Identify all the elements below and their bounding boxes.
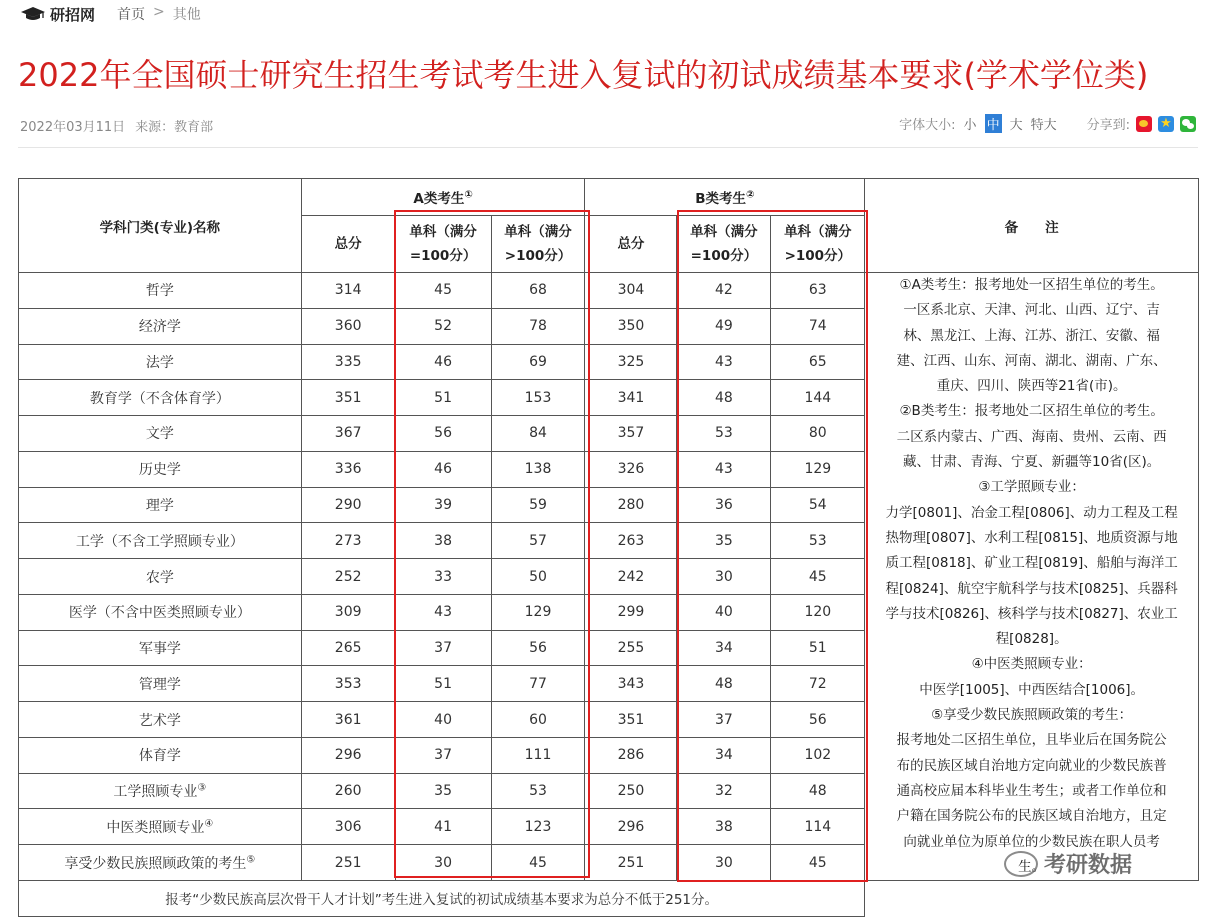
font-size-switcher xyxy=(899,114,1056,133)
score-b-total: 263 xyxy=(585,523,677,559)
remark-line: ③工学照顾专业： xyxy=(978,479,1085,496)
score-b-single-gt: 74 xyxy=(771,308,865,344)
score-b-total: 325 xyxy=(585,344,677,380)
subject-name: 历史学 xyxy=(19,451,302,487)
article-source: 来源：教育部 xyxy=(135,120,214,135)
score-a-single-gt: 60 xyxy=(491,702,585,738)
publish-date: 2022年03月11日 xyxy=(20,120,126,135)
score-a-total: 314 xyxy=(301,273,395,309)
subject-name: 农学 xyxy=(19,559,302,595)
score-b-single-eq: 36 xyxy=(677,487,771,523)
table-row xyxy=(19,273,1199,309)
score-a-single-eq: 46 xyxy=(395,451,491,487)
breadcrumb xyxy=(117,4,201,24)
score-b-single-gt: 51 xyxy=(771,630,865,666)
score-b-single-gt: 72 xyxy=(771,666,865,702)
subject-name: 法学 xyxy=(19,344,302,380)
score-b-single-eq: 35 xyxy=(677,523,771,559)
score-b-single-gt: 45 xyxy=(771,559,865,595)
score-a-single-gt: 77 xyxy=(491,666,585,702)
score-b-total: 242 xyxy=(585,559,677,595)
graduation-cap-icon xyxy=(20,6,46,22)
remark-line: 林、黑龙江、上海、江苏、浙江、安徽、福 xyxy=(903,327,1160,344)
score-a-single-eq: 43 xyxy=(395,594,491,630)
score-a-total: 251 xyxy=(301,845,395,881)
score-b-single-eq: 42 xyxy=(677,273,771,309)
subject-name: 享受少数民族照顾政策的考生⑤ xyxy=(19,845,302,881)
score-a-total: 336 xyxy=(301,451,395,487)
score-b-total: 341 xyxy=(585,380,677,416)
remark-line: 质工程[0818]、矿业工程[0819]、船舶与海洋工 xyxy=(885,555,1178,572)
score-a-single-eq: 38 xyxy=(395,523,491,559)
score-b-single-gt: 144 xyxy=(771,380,865,416)
wechat-icon[interactable] xyxy=(1180,116,1196,132)
subject-name: 艺术学 xyxy=(19,702,302,738)
score-b-single-gt: 65 xyxy=(771,344,865,380)
remark-line: 热物理[0807]、水利工程[0815]、地质资源与地 xyxy=(885,529,1178,546)
subject-name: 哲学 xyxy=(19,273,302,309)
font-size-medium[interactable]: 中 xyxy=(985,114,1002,133)
score-a-single-gt: 68 xyxy=(491,273,585,309)
header-b-single-gt: 单科（满分 >100分） xyxy=(771,216,865,273)
remark-line: 布的民族区域自治地方定向就业的少数民族普 xyxy=(896,757,1167,774)
score-a-total: 265 xyxy=(301,630,395,666)
header-b-single-eq: 单科（满分 =100分） xyxy=(677,216,771,273)
remark-line: 户籍在国务院公布的民族区域自治地方，且定 xyxy=(896,808,1167,825)
score-a-total: 361 xyxy=(301,702,395,738)
score-a-total: 360 xyxy=(301,308,395,344)
score-b-single-eq: 34 xyxy=(677,630,771,666)
page-title: 2022年全国硕士研究生招生考试考生进入复试的初试成绩基本要求(学术学位类) xyxy=(18,56,1149,94)
score-b-single-gt: 114 xyxy=(771,809,865,845)
score-b-single-eq: 40 xyxy=(677,594,771,630)
header-remark: 备 注 xyxy=(865,179,1199,273)
score-a-single-gt: 57 xyxy=(491,523,585,559)
breadcrumb-current[interactable]: 其他 xyxy=(172,7,201,23)
score-a-single-gt: 84 xyxy=(491,416,585,452)
subject-name: 工学（不含工学照顾专业） xyxy=(19,523,302,559)
score-b-total: 250 xyxy=(585,773,677,809)
score-b-single-gt: 54 xyxy=(771,487,865,523)
score-a-single-gt: 59 xyxy=(491,487,585,523)
score-a-single-eq: 40 xyxy=(395,702,491,738)
font-size-label: 字体大小: xyxy=(899,118,956,133)
score-a-single-eq: 33 xyxy=(395,559,491,595)
score-a-single-eq: 37 xyxy=(395,737,491,773)
article-tools xyxy=(899,114,1196,133)
remark-line: 学与技术[0826]、核科学与技术[0827]、农业工 xyxy=(885,605,1178,622)
score-b-total: 304 xyxy=(585,273,677,309)
remark-line: 力学[0801]、冶金工程[0806]、动力工程及工程 xyxy=(885,504,1178,521)
remark-line: 藏、甘肃、青海、宁夏、新疆等10省(区)。 xyxy=(903,454,1161,471)
score-b-single-eq: 48 xyxy=(677,380,771,416)
score-a-single-gt: 56 xyxy=(491,630,585,666)
remark-line: 中医学[1005]、中西医结合[1006]。 xyxy=(919,681,1145,698)
score-b-total: 350 xyxy=(585,308,677,344)
score-b-single-eq: 37 xyxy=(677,702,771,738)
score-table-body xyxy=(19,273,1199,881)
score-a-single-eq: 45 xyxy=(395,273,491,309)
remarks-cell xyxy=(865,273,1199,881)
score-a-single-eq: 56 xyxy=(395,416,491,452)
remark-line: ①A类考生：报考地处一区招生单位的考生。 xyxy=(899,277,1164,293)
remark-line: 一区系北京、天津、河北、山西、辽宁、吉 xyxy=(903,302,1160,319)
qzone-icon[interactable]: ★ xyxy=(1158,116,1174,132)
score-b-total: 255 xyxy=(585,630,677,666)
score-a-single-eq: 35 xyxy=(395,773,491,809)
remark-line: 二区系内蒙古、广西、海南、贵州、云南、西 xyxy=(896,428,1167,445)
score-b-total: 326 xyxy=(585,451,677,487)
score-a-single-eq: 51 xyxy=(395,380,491,416)
font-size-xlarge[interactable]: 特大 xyxy=(1030,118,1057,133)
share-bar xyxy=(1087,114,1196,133)
score-a-total: 309 xyxy=(301,594,395,630)
score-b-single-gt: 80 xyxy=(771,416,865,452)
subject-name: 教育学（不含体育学） xyxy=(19,380,302,416)
score-b-single-eq: 30 xyxy=(677,845,771,881)
header-group-b: B类考生② xyxy=(585,179,865,216)
subject-name: 经济学 xyxy=(19,308,302,344)
score-b-total: 357 xyxy=(585,416,677,452)
share-label: 分享到: xyxy=(1086,118,1130,133)
header-a-single-eq: 单科（满分 =100分） xyxy=(395,216,491,273)
subject-name: 中医类照顾专业④ xyxy=(19,809,302,845)
subject-name: 文学 xyxy=(19,416,302,452)
score-a-total: 252 xyxy=(301,559,395,595)
score-b-single-eq: 43 xyxy=(677,451,771,487)
score-a-single-gt: 129 xyxy=(491,594,585,630)
score-b-single-gt: 129 xyxy=(771,451,865,487)
breadcrumb-home[interactable]: 首页 xyxy=(117,7,146,23)
score-b-total: 296 xyxy=(585,809,677,845)
score-b-single-gt: 45 xyxy=(771,845,865,881)
score-a-single-eq: 30 xyxy=(395,845,491,881)
weibo-icon[interactable] xyxy=(1136,116,1152,132)
score-b-total: 299 xyxy=(585,594,677,630)
score-a-single-gt: 153 xyxy=(491,380,585,416)
score-table xyxy=(18,178,1199,917)
font-size-large[interactable]: 大 xyxy=(1009,118,1023,133)
subject-name: 工学照顾专业③ xyxy=(19,773,302,809)
header-group-a: A类考生① xyxy=(301,179,585,216)
score-a-single-gt: 123 xyxy=(491,809,585,845)
wechat-watermark-icon xyxy=(1004,851,1038,877)
score-a-single-gt: 78 xyxy=(491,308,585,344)
score-a-total: 306 xyxy=(301,809,395,845)
subject-name: 医学（不含中医类照顾专业） xyxy=(19,594,302,630)
score-a-total: 296 xyxy=(301,737,395,773)
score-b-single-eq: 49 xyxy=(677,308,771,344)
remark-line: 生。 xyxy=(1018,858,1046,875)
score-a-single-eq: 39 xyxy=(395,487,491,523)
score-a-single-gt: 53 xyxy=(491,773,585,809)
score-a-single-eq: 41 xyxy=(395,809,491,845)
score-b-single-eq: 48 xyxy=(677,666,771,702)
remark-line: 重庆、四川、陕西等21省(市)。 xyxy=(936,378,1127,395)
remark-line: ⑤享受少数民族照顾政策的考生： xyxy=(931,707,1133,724)
watermark xyxy=(1004,848,1132,879)
header-b-total: 总分 xyxy=(585,216,677,273)
subject-name: 理学 xyxy=(19,487,302,523)
watermark-text: 考研数据 xyxy=(1044,853,1133,878)
score-a-total: 351 xyxy=(301,380,395,416)
score-a-single-gt: 69 xyxy=(491,344,585,380)
subject-name: 体育学 xyxy=(19,737,302,773)
score-a-single-eq: 37 xyxy=(395,630,491,666)
remark-line: ②B类考生：报考地处二区招生单位的考生。 xyxy=(899,403,1164,420)
score-a-single-gt: 138 xyxy=(491,451,585,487)
remark-line: 向就业单位为原单位的少数民族在职人员考 xyxy=(903,833,1160,850)
score-b-single-gt: 102 xyxy=(771,737,865,773)
score-a-single-eq: 51 xyxy=(395,666,491,702)
score-b-single-gt: 56 xyxy=(771,702,865,738)
score-b-total: 251 xyxy=(585,845,677,881)
score-b-total: 351 xyxy=(585,702,677,738)
score-a-single-gt: 111 xyxy=(491,737,585,773)
score-a-total: 367 xyxy=(301,416,395,452)
breadcrumb-separator: > xyxy=(153,4,165,20)
subject-name: 军事学 xyxy=(19,630,302,666)
remark-line: 程[0828]。 xyxy=(995,631,1068,648)
score-a-single-eq: 46 xyxy=(395,344,491,380)
table-footnote: 报考“少数民族高层次骨干人才计划”考生进入复试的初试成绩基本要求为总分不低于251分。 xyxy=(19,881,865,917)
score-b-single-eq: 53 xyxy=(677,416,771,452)
score-a-single-eq: 52 xyxy=(395,308,491,344)
score-b-total: 286 xyxy=(585,737,677,773)
score-a-total: 290 xyxy=(301,487,395,523)
score-b-single-eq: 38 xyxy=(677,809,771,845)
score-a-total: 335 xyxy=(301,344,395,380)
score-b-total: 280 xyxy=(585,487,677,523)
remark-line: 通高校应届本科毕业生考生；或者工作单位和 xyxy=(896,782,1167,799)
remark-line: 报考地处二区招生单位，且毕业后在国务院公 xyxy=(896,732,1167,749)
score-b-single-eq: 43 xyxy=(677,344,771,380)
score-b-single-gt: 48 xyxy=(771,773,865,809)
header-subject: 学科门类(专业)名称 xyxy=(19,179,302,273)
score-b-single-gt: 53 xyxy=(771,523,865,559)
font-size-small[interactable]: 小 xyxy=(963,118,977,133)
header-divider xyxy=(18,147,1198,148)
remark-line: ④中医类照顾专业： xyxy=(971,656,1092,673)
score-a-total: 260 xyxy=(301,773,395,809)
score-b-single-gt: 120 xyxy=(771,594,865,630)
top-bar xyxy=(20,4,201,24)
header-a-total: 总分 xyxy=(301,216,395,273)
remark-line: 程[0824]、航空宇航科学与技术[0825]、兵器科 xyxy=(885,580,1178,597)
score-b-single-gt: 63 xyxy=(771,273,865,309)
remark-line: 建、江西、山东、河南、湖北、湖南、广东、 xyxy=(896,352,1167,369)
score-a-single-gt: 45 xyxy=(491,845,585,881)
score-a-total: 273 xyxy=(301,523,395,559)
score-b-single-eq: 32 xyxy=(677,773,771,809)
header-a-single-gt: 单科（满分 >100分） xyxy=(491,216,585,273)
score-b-single-eq: 34 xyxy=(677,737,771,773)
article-meta xyxy=(20,116,213,135)
site-name: 研招网 xyxy=(50,5,96,24)
subject-name: 管理学 xyxy=(19,666,302,702)
site-logo[interactable] xyxy=(20,4,95,25)
score-a-single-gt: 50 xyxy=(491,559,585,595)
score-b-total: 343 xyxy=(585,666,677,702)
score-b-single-eq: 30 xyxy=(677,559,771,595)
score-a-total: 353 xyxy=(301,666,395,702)
